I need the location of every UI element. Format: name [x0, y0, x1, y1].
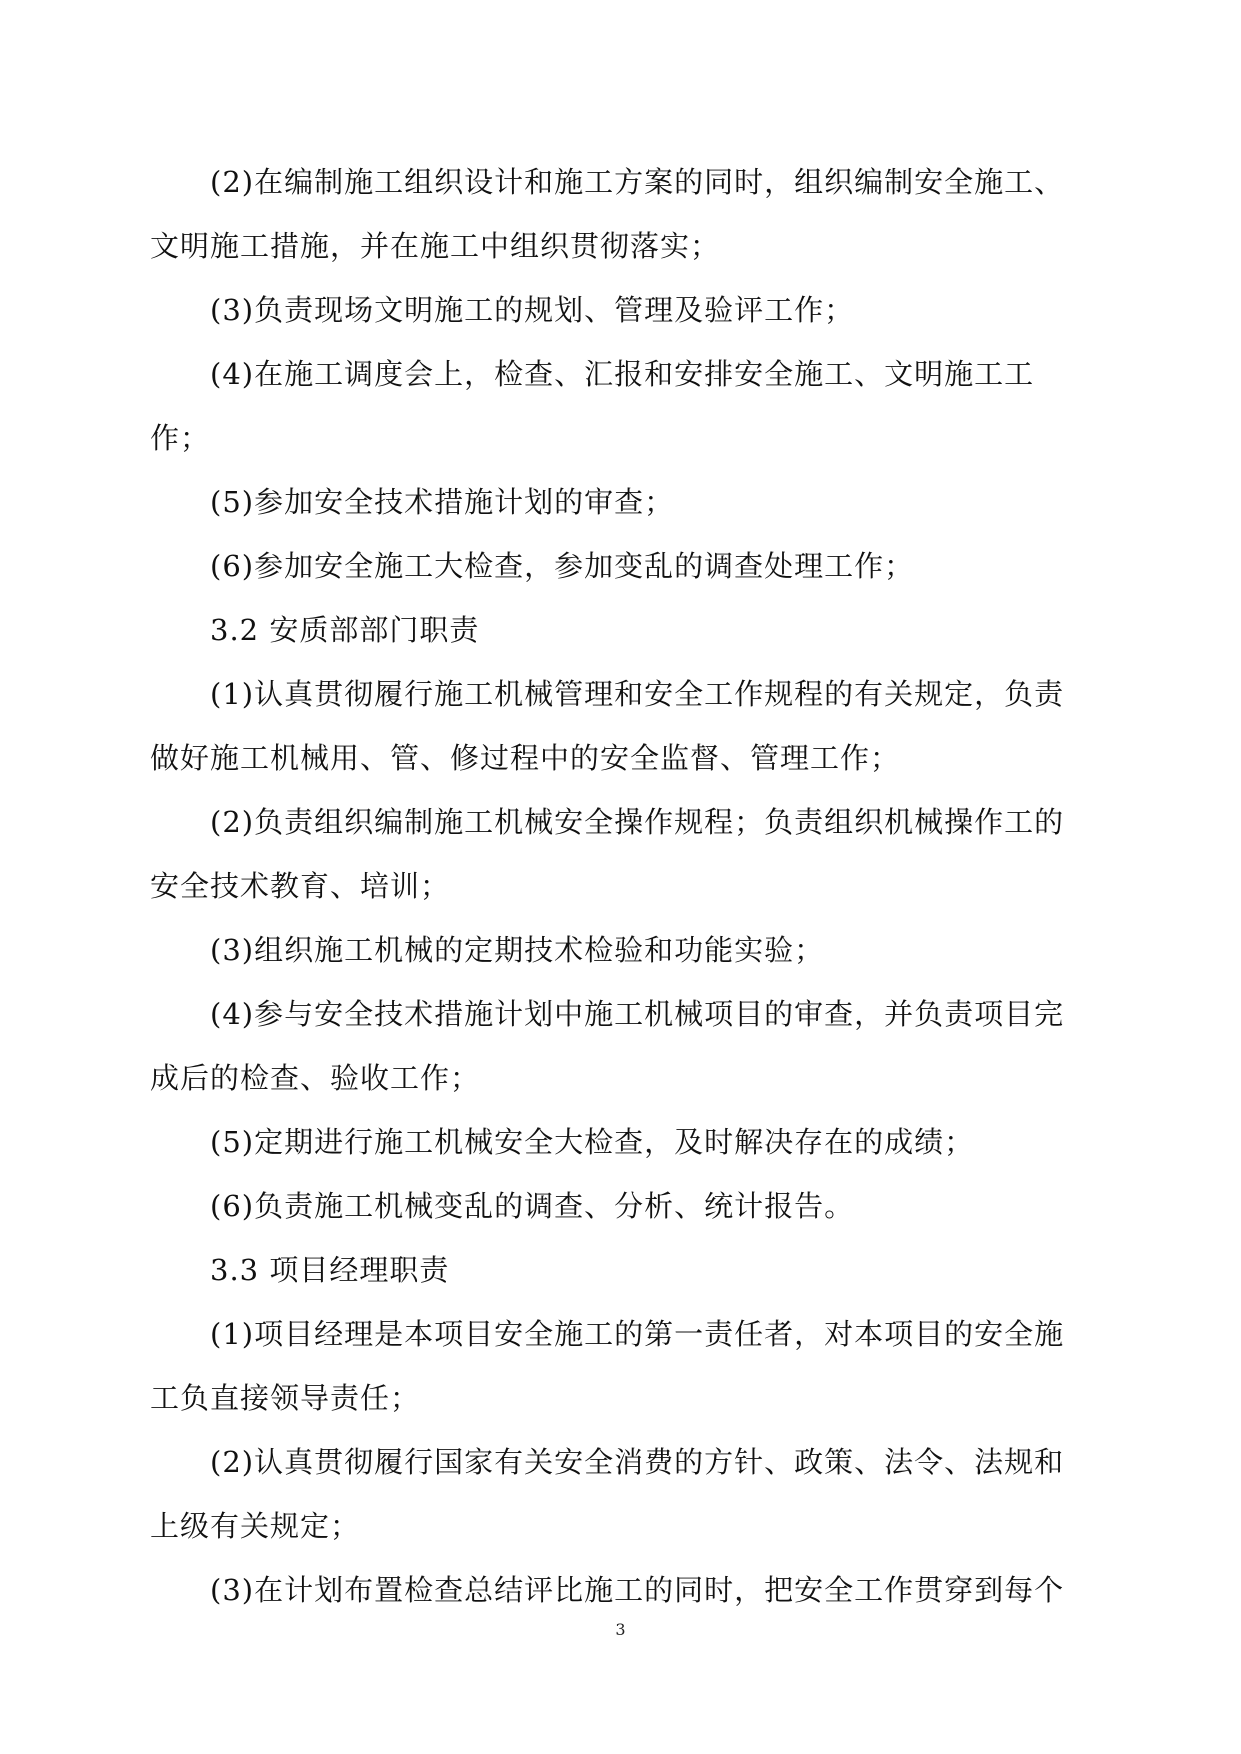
paragraph-8: (3)组织施工机械的定期技术检验和功能实验； [210, 933, 825, 967]
section-heading-3-2: 3.2 安质部部门职责 [210, 613, 480, 647]
document-body [150, 150, 1090, 1622]
paragraph-6: (1)认真贯彻履行施工机械管理和安全工作规程的有关规定，负责做好施工机械用、管、修过程中的安全监督、管理工作； [150, 677, 1065, 775]
paragraph-4: (5)参加安全技术措施计划的审查； [210, 485, 675, 519]
page-number: 3 [615, 1620, 626, 1639]
paragraph-12: (1)项目经理是本项目安全施工的第一责任者，对本项目的安全施工负直接领导责任； [150, 1317, 1065, 1415]
paragraph-3: (4)在施工调度会上，检查、汇报和安排安全施工、文明施工工作； [150, 357, 1035, 455]
paragraph-13: (2)认真贯彻履行国家有关安全消费的方针、政策、法令、法规和上级有关规定； [150, 1445, 1065, 1543]
paragraph-1: (2)在编制施工组织设计和施工方案的同时，组织编制安全施工、文明施工措施，并在施工中组织贯彻落实； [150, 165, 1065, 263]
paragraph-11: (6)负责施工机械变乱的调查、分析、统计报告。 [210, 1189, 855, 1223]
paragraph-5: (6)参加安全施工大检查，参加变乱的调查处理工作； [210, 549, 915, 583]
paragraph-10: (5)定期进行施工机械安全大检查，及时解决存在的成绩； [210, 1125, 975, 1159]
paragraph-14: (3)在计划布置检查总结评比施工的同时，把安全工作贯穿到每个 [210, 1573, 1065, 1607]
paragraph-7: (2)负责组织编制施工机械安全操作规程；负责组织机械操作工的安全技术教育、培训； [150, 805, 1065, 903]
paragraph-2: (3)负责现场文明施工的规划、管理及验评工作； [210, 293, 855, 327]
paragraph-9: (4)参与安全技术措施计划中施工机械项目的审查，并负责项目完成后的检查、验收工作； [150, 997, 1065, 1095]
section-heading-3-3: 3.3 项目经理职责 [210, 1253, 450, 1287]
